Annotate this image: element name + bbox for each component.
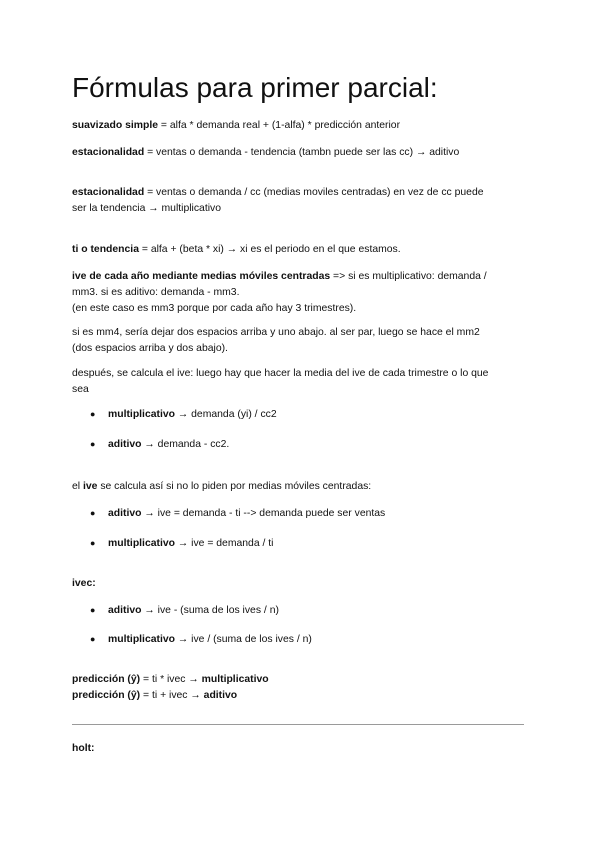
prediccion-text: = ti + ivec → [140,690,204,701]
bullet-icon: ● [90,439,96,449]
page-title: Fórmulas para primer parcial: [72,72,438,103]
ive-sin-mm-text: se calcula así si no lo piden por medias móviles centradas: [97,481,372,492]
list-item-term: multiplicativo [108,538,175,549]
list-item [90,436,530,453]
mm4-note-line2: (dos espacios arriba y dos abajo). [72,343,228,354]
estacionalidad-aditivo-text: = ventas o demanda - tendencia (tambn puede ser las cc) → aditivo [144,147,460,158]
suavizado-term: suavizado simple [72,120,159,131]
list-item [90,406,530,423]
list-item-term: multiplicativo [108,634,175,645]
prediccion-end: multiplicativo [201,674,269,685]
despues-paragraph [72,366,532,398]
ivec-heading-text: ivec: [72,578,96,589]
prediccion-term: predicción (ŷ) [72,674,141,685]
despues-line1: después, se calcula el ive: luego hay que hacer la media del ive de cada trimestre o lo que [72,368,489,379]
ive-sin-mm-pre: el [72,481,83,492]
prediccion-text: = ti * ivec → [140,674,202,685]
ive-mm-line1: => si es multiplicativo: demanda / [330,271,487,282]
prediccion-paragraph [72,672,532,704]
list-item [90,631,530,648]
holt-heading-text: holt: [72,743,95,754]
bullet-icon: ● [90,538,96,548]
despues-line2: sea [72,384,89,395]
mm4-note-line1: si es mm4, sería dejar dos espacios arriba y uno abajo. al ser par, luego se hace el mm2 [72,327,480,338]
ivec-heading [72,576,532,592]
tendencia-paragraph [72,242,532,258]
estacionalidad-aditivo-paragraph [72,145,532,161]
suavizado-paragraph [72,118,532,134]
bullet-icon: ● [90,634,96,644]
list-item-text: → ive = demanda / ti [174,538,274,549]
estacionalidad-multiplicativo-line1: = ventas o demanda / cc (medias moviles centradas) en vez de cc puede [144,187,484,198]
ive-sin-mm-paragraph [72,479,532,495]
bullet-icon: ● [90,605,96,615]
list-item-term: aditivo [108,439,142,450]
tendencia-text: = alfa + (beta * xi) → xi es el periodo en el que estamos. [138,244,401,255]
estacionalidad-multiplicativo-term: estacionalidad [72,187,145,198]
ive-sin-mm-term: ive [82,481,98,492]
estacionalidad-multiplicativo-paragraph [72,185,532,217]
list-item-term: aditivo [108,605,142,616]
holt-heading [72,741,532,757]
suavizado-text: = alfa * demanda real + (1-alfa) * predicción anterior [158,120,401,131]
list-item-term: multiplicativo [108,409,175,420]
list-item [90,602,530,619]
estacionalidad-aditivo-term: estacionalidad [72,147,145,158]
mm4-note-paragraph [72,325,532,357]
bullet-icon: ● [90,508,96,518]
ive-mm-line2: mm3. si es aditivo: demanda - mm3. [72,287,240,298]
list-item-text: → ive / (suma de los ives / n) [174,634,312,645]
list-item-text: → demanda (yi) / cc2 [174,409,277,420]
prediccion-end: aditivo [203,690,238,701]
horizontal-divider [72,724,524,725]
list-item-text: → demanda - cc2. [141,439,230,450]
ive-mm-paragraph [72,269,532,317]
list-item [90,505,530,522]
bullet-icon: ● [90,409,96,419]
estacionalidad-multiplicativo-line2: ser la tendencia → multiplicativo [72,203,222,214]
list-item [90,535,530,552]
ive-mm-line3: (en este caso es mm3 porque por cada año hay 3 trimestres). [72,303,357,314]
list-item-text: → ive = demanda - ti --> demanda puede ser ventas [141,508,386,519]
list-item-term: aditivo [108,508,142,519]
prediccion-term: predicción (ŷ) [72,690,141,701]
ive-mm-term: ive de cada año mediante medias móviles centradas [72,271,331,282]
tendencia-term: ti o tendencia [72,244,139,255]
list-item-text: → ive - (suma de los ives / n) [141,605,279,616]
